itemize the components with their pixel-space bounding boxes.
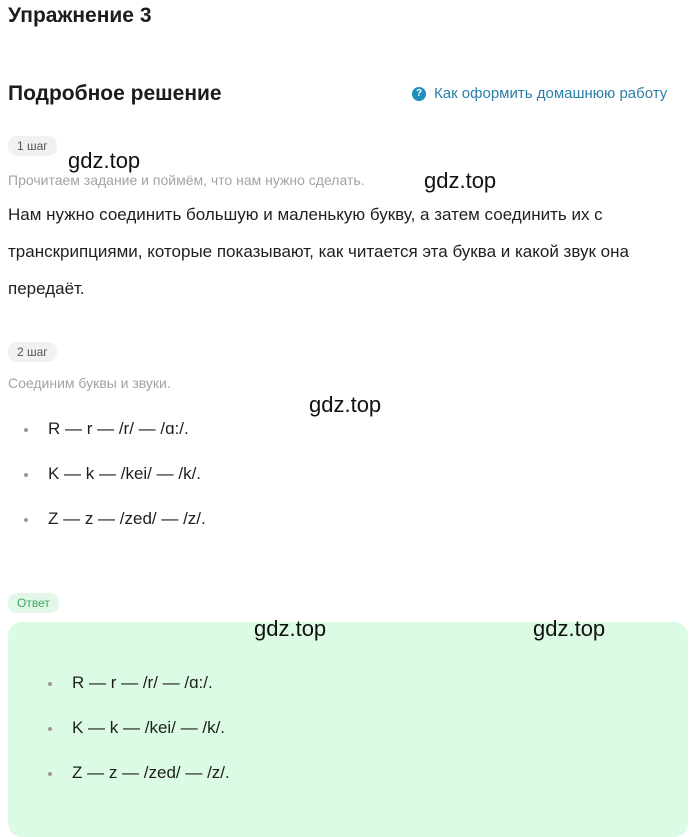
list-item: R — r — /r/ — /ɑ:/. [44, 672, 230, 717]
answer-badge: Ответ [8, 593, 59, 613]
watermark: gdz.top [424, 168, 497, 193]
list-item: K — k — /kei/ — /k/. [44, 717, 230, 762]
homework-help-link-label: Как оформить домашнюю работу [434, 85, 668, 102]
watermark: gdz.top [533, 616, 606, 641]
step-1-hint: Прочитаем задание и поймём, что нам нужно сделать. [8, 172, 365, 188]
list-item: Z — z — /zed/ — /z/. [44, 762, 230, 807]
list-item: R — r — /r/ — /ɑ:/. [20, 418, 206, 463]
solution-heading: Подробное решение [8, 82, 222, 105]
page-title: Упражнение 3 [8, 4, 152, 27]
watermark: gdz.top [68, 148, 141, 173]
list-item: K — k — /kei/ — /k/. [20, 463, 206, 508]
step-2-hint: Соединим буквы и звуки. [8, 375, 171, 391]
step-1-badge: 1 шаг [8, 136, 57, 156]
list-item: Z — z — /zed/ — /z/. [20, 508, 206, 553]
watermark: gdz.top [309, 392, 382, 417]
answer-list [44, 672, 230, 807]
step-1-text: Нам нужно соединить большую и маленькую букву, а затем соединить их с транскрипциями, которые показывают, как читается эта буква и какой звук она передаёт. [8, 205, 629, 298]
homework-help-link[interactable] [412, 85, 667, 102]
question-circle-icon: ? [412, 87, 426, 101]
step-2-badge: 2 шаг [8, 342, 57, 362]
step-2-list [20, 418, 206, 553]
watermark: gdz.top [254, 616, 327, 641]
